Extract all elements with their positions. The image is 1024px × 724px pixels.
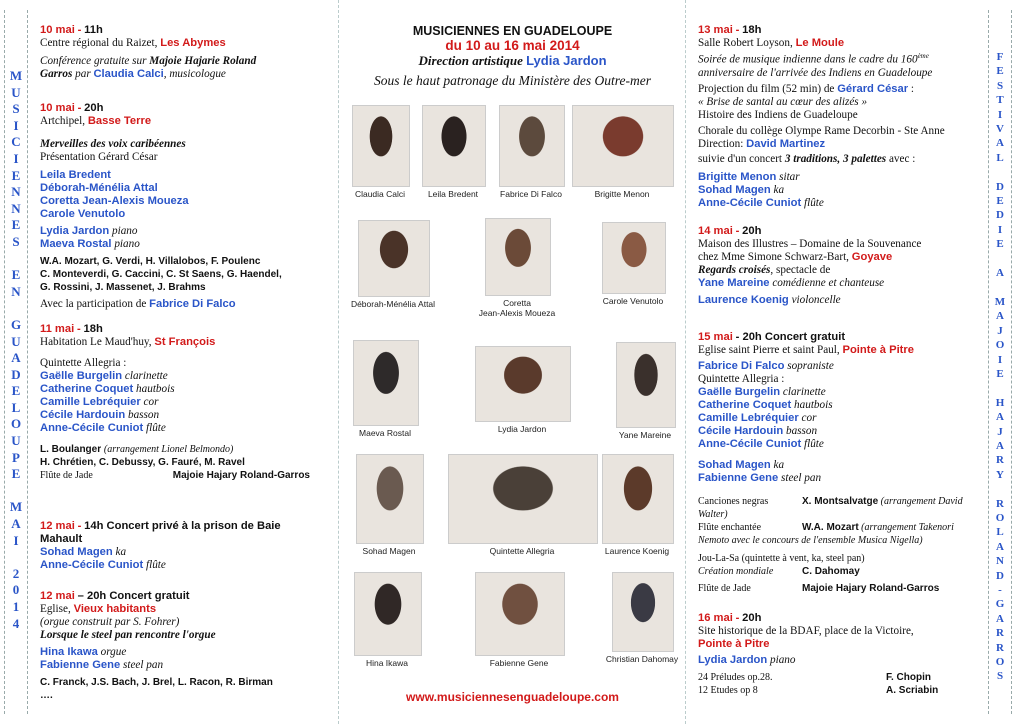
artist-instrument: clarinette <box>124 370 168 382</box>
artistic-director: Lydia Jardon <box>526 53 607 68</box>
banner-letter: E <box>996 65 1004 78</box>
banner-letter <box>989 281 1011 295</box>
photo-caption: Fabrice Di Falco <box>500 189 562 199</box>
piece-composer: Majoie Hajary Roland-Garros <box>802 583 940 594</box>
banner-letter: G <box>995 598 1005 611</box>
event-date: 15 mai <box>698 331 733 343</box>
event-date: 12 mai <box>40 590 75 602</box>
banner-letter: E <box>996 195 1004 208</box>
piece-title: Flûte enchantée <box>698 522 762 533</box>
banner-letter: N <box>11 283 21 299</box>
composers-line: G. Rossini, J. Massenet, J. Brahms <box>40 282 206 293</box>
banner-letter: I <box>13 532 19 548</box>
artist-instrument: basson <box>785 425 818 437</box>
artist-name: Sohad Magen <box>40 546 113 558</box>
artist-instrument: ka <box>115 546 127 558</box>
artist-instrument: clarinette <box>782 386 826 398</box>
artist-instrument: flûte <box>803 196 824 209</box>
banner-letter: A <box>996 137 1004 150</box>
banner-letter: I <box>997 223 1003 236</box>
event-date: 10 mai <box>40 102 75 114</box>
banner-letter <box>5 300 27 317</box>
artist-photo <box>612 572 674 652</box>
composers-line: C. Franck, J.S. Bach, J. Brel, L. Racon, R. Birman <box>40 677 273 688</box>
artist-name: Leila Bredent <box>40 169 111 181</box>
ellipsis: …. <box>40 690 53 701</box>
direction-label: Direction: <box>698 137 744 150</box>
banner-letter: V <box>996 123 1004 136</box>
projection-colon: : <box>910 82 915 95</box>
banner-letter: H <box>995 396 1005 409</box>
piece-title: Flûte de Jade <box>40 470 93 481</box>
event-place: Eglise, <box>40 603 71 615</box>
ensemble-name: Quintette Allegria : <box>40 357 127 369</box>
artist-name: Fabienne Gene <box>40 659 121 671</box>
artist-name: Catherine Coquet <box>698 399 792 411</box>
event-time: 18h <box>83 323 103 335</box>
artist-name: Camille Lebréquier <box>698 412 799 424</box>
right-vertical-banner <box>988 10 1012 714</box>
banner-letter: C <box>11 134 21 150</box>
arrangement-continued: Walter) <box>698 509 728 520</box>
banner-letter: M <box>9 499 23 515</box>
column-left <box>40 0 339 724</box>
artist-instrument: comédienne et chanteuse <box>772 277 885 289</box>
show-title: Regards croisés <box>698 264 771 276</box>
banner-letter: D <box>996 180 1004 193</box>
artist-photo <box>448 454 598 544</box>
banner-letter: A <box>11 516 21 532</box>
column-center <box>340 0 686 724</box>
artist-instrument: ka <box>773 183 785 196</box>
artist-photo <box>485 218 551 296</box>
banner-letter: A <box>996 540 1004 553</box>
artist-instrument: steel pan <box>123 659 164 671</box>
artist-photo <box>422 105 486 187</box>
artist-name: Anne-Cécile Cuniot <box>698 438 802 450</box>
artist-name: Gaëlle Burgelin <box>698 386 781 398</box>
choir-text: Chorale du collège Olympe Rame Decorbin - Ste Anne <box>698 124 945 137</box>
banner-letter: L <box>996 151 1004 164</box>
event-city: Goyave <box>851 251 893 263</box>
choir-director: David Martinez <box>746 137 826 150</box>
photo-caption: Yane Mareine <box>618 430 672 440</box>
event-place: Centre régional du Raizet, <box>40 37 158 49</box>
artist-name: Fabrice Di Falco <box>698 360 785 372</box>
banner-letter <box>989 252 1011 266</box>
banner-letter: N <box>996 555 1004 568</box>
artist-instrument: flûte <box>803 438 824 450</box>
artist-instrument: piano <box>114 238 140 250</box>
concert-title: Lorsque le steel pan rencontre l'orgue <box>40 629 216 641</box>
photo-caption: Sohad Magen <box>362 546 416 556</box>
artist-name: Cécile Hardouin <box>40 409 126 421</box>
organ-note: (orgue construit par S. Fohrer) <box>40 616 180 628</box>
right-banner-text <box>989 50 1011 684</box>
event-city: St François <box>154 336 216 348</box>
event-16-mai: 16 mai - 20h Site historique de la BDAF, place de la Victoire, Pointe à Pitre Lydia Jardon piano 24 Préludes op.28. F. Chopin 12 Etudes op 8 A. Scriabin <box>698 612 980 697</box>
banner-letter: 1 <box>12 599 20 614</box>
projection-text: Projection du film (52 min) de <box>698 82 835 95</box>
artist-instrument: flûte <box>145 422 166 434</box>
artist-name: Catherine Coquet <box>40 383 134 395</box>
participation-text: Avec la participation de <box>40 298 147 310</box>
patronage: Sous le haut patronage du Ministère des Outre-mer <box>373 73 652 88</box>
event-time: 20h <box>742 225 762 237</box>
event-time: – 20h Concert gratuit <box>77 590 190 602</box>
work-composer: F. Chopin <box>886 672 931 683</box>
event-date: 10 mai <box>40 24 75 36</box>
artist-name: Sohad Magen <box>698 183 771 196</box>
artist-name: Anne-Cécile Cuniot <box>698 196 802 209</box>
event-time: - 20h Concert gratuit <box>735 331 846 343</box>
work-title: 12 Etudes op 8 <box>698 685 758 696</box>
presenter: Présentation Gérard César <box>40 151 158 163</box>
banner-letter: E <box>996 238 1004 251</box>
photo-caption: Jean-Alexis Moueza <box>478 308 556 318</box>
soiree-text-2: anniversaire de l'arrivée des Indiens en Guadeloupe <box>698 66 933 79</box>
artist-name: Brigitte Menon <box>698 170 777 183</box>
concert-title: Merveilles des voix caribéennes <box>40 138 186 150</box>
artist-name: Déborah-Ménélia Attal <box>40 182 158 194</box>
banner-letter: A <box>996 439 1004 452</box>
photo-caption: Fabienne Gene <box>489 658 549 668</box>
event-time: 20h <box>742 612 762 624</box>
piece-composer: W.A. Mozart <box>802 522 859 533</box>
banner-letter: F <box>996 51 1004 63</box>
banner-letter: A <box>996 310 1004 323</box>
artist-photo <box>353 340 419 426</box>
column-right <box>698 0 980 724</box>
event-time: 20h <box>84 102 104 114</box>
event-city: Le Moule <box>795 37 845 49</box>
artist-instrument: hautbois <box>136 383 175 395</box>
artist-instrument: cor <box>143 396 159 408</box>
banner-letter: O <box>995 512 1005 524</box>
soiree-text: Soirée de musique indienne dans le cadre du 160 <box>698 53 918 66</box>
piece-composer: X. Montsalvatge <box>802 496 879 507</box>
banner-letter <box>989 482 1011 496</box>
event-city: Les Abymes <box>160 37 226 49</box>
event-12-mai-20h <box>40 590 338 702</box>
concert-with: avec : <box>888 152 916 165</box>
festival-title: MUSICIENNES EN GUADELOUPE <box>412 24 613 38</box>
guest-name: Fabrice Di Falco <box>149 298 236 310</box>
artist-name: Fabienne Gene <box>698 472 779 484</box>
artist-photo <box>602 222 666 294</box>
banner-letter: 0 <box>12 582 20 598</box>
piece-composer: C. Dahomay <box>802 566 860 577</box>
event-city: Vieux habitants <box>73 603 157 615</box>
photo-caption: Hina Ikawa <box>365 658 409 668</box>
banner-letter: R <box>996 641 1004 654</box>
piece-title: Flûte de Jade <box>698 583 751 594</box>
banner-letter: E <box>11 466 21 482</box>
banner-letter: Y <box>996 468 1004 481</box>
event-place: Maison des Illustres – Domaine de la Souvenance <box>698 238 922 250</box>
photo-caption: Coretta <box>503 298 531 308</box>
banner-letter: E <box>11 267 21 283</box>
artist-name: Coretta Jean-Alexis Moueza <box>40 195 189 207</box>
banner-letter: J <box>997 324 1003 337</box>
conference-subject: Majoie Hajarie Roland <box>149 55 257 67</box>
banner-letter: R <box>996 497 1004 510</box>
artist-name: Hina Ikawa <box>40 646 98 658</box>
event-11-mai: 11 mai - 18h Habitation Le Maud'huy, St François Quintette Allegria : Gaëlle Burgelin clarinette Catherine Coquet hautbois Camille Lebréquier cor Cécile Hardouin basson Anne-Cécile Cuniot flûte L. Boulanger (arrangement Lionel Belmondo) H. Chrétien, C. Debussy, G. Fauré, M. Ravel Flûte de Jade Majoie Hajary Roland-Garros <box>40 323 338 482</box>
ensemble-name: Quintette Allegria : <box>698 373 785 385</box>
photo-caption: Quintette Allegria <box>489 546 555 556</box>
banner-letter <box>5 549 27 566</box>
photo-caption: Déborah-Ménélia Attal <box>350 299 436 309</box>
artist-photo <box>475 572 565 656</box>
artist-instrument: hautbois <box>794 399 833 411</box>
concert-text: suivie d'un concert <box>698 152 783 165</box>
event-city: Pointe à Pitre <box>698 638 770 650</box>
banner-letter <box>5 483 27 500</box>
artist-instrument: cor <box>801 412 817 424</box>
event-place: Site historique de la BDAF, place de la Victoire, <box>698 625 914 637</box>
banner-letter: R <box>996 627 1004 640</box>
arrangement-continued: Nemoto avec le concours de l'ensemble Musica Nigella) <box>698 535 923 546</box>
photo-caption: Claudia Calci <box>354 189 406 199</box>
banner-letter: E <box>996 367 1004 380</box>
event-city: Pointe à Pitre <box>842 344 914 356</box>
piece-note: Création mondiale <box>698 566 774 577</box>
work-composer: A. Scriabin <box>886 685 939 696</box>
film-title: « Brise de santal au cœur des alizés » <box>698 95 868 108</box>
speaker-role: , musicologue <box>163 68 226 80</box>
artist-instrument: orgue <box>100 646 127 658</box>
artist-name: Anne-Cécile Cuniot <box>40 422 144 434</box>
artist-photo <box>616 342 676 428</box>
banner-letter: I <box>13 150 19 166</box>
event-time: 14h Concert privé à la prison de Baie <box>84 520 281 532</box>
banner-letter: M <box>9 68 23 83</box>
website-link[interactable]: www.musiciennesenguadeloupe.com <box>406 690 619 704</box>
artist-name: Anne-Cécile Cuniot <box>40 559 144 571</box>
artist-photo <box>499 105 565 187</box>
event-13-mai: 13 mai - 18h Salle Robert Loyson, Le Moule Soirée de musique indienne dans le cadre du 160ème anniversaire de l'arrivée des Indiens en Guadeloupe Projection du film (52 min) de Gérard César : « Brise de santal au cœur des alizés » Histoire des Indiens de Guadeloupe Chorale du collège Olympe Rame Decorbin - Ste Anne Direction: David Martinez suivie d'un concert 3 traditions, 3 palettes avec : Brigitte Menon sitar Sohad Magen ka Anne-Cécile Cuniot flûte <box>698 24 980 210</box>
banner-letter <box>989 165 1011 179</box>
banner-letter: O <box>995 339 1005 352</box>
film-subtitle: Histoire des Indiens de Guadeloupe <box>698 108 858 121</box>
event-date: 11 mai <box>40 323 75 335</box>
artist-photo <box>358 220 430 297</box>
banner-letter: N <box>11 200 21 216</box>
concert-title: 3 traditions, 3 palettes <box>784 152 887 165</box>
artist-instrument: piano <box>770 654 796 666</box>
banner-letter <box>989 381 1011 395</box>
artist-instrument: piano <box>112 225 138 237</box>
banner-letter: O <box>10 416 22 432</box>
banner-letter: M <box>994 295 1006 308</box>
event-place: Eglise saint Pierre et saint Paul, <box>698 344 840 356</box>
banner-letter: - <box>998 584 1002 597</box>
artist-instrument: ka <box>773 459 785 471</box>
photo-caption: Maeva Rostal <box>359 428 411 438</box>
banner-letter: L <box>996 526 1004 539</box>
artist-instrument: basson <box>127 409 160 421</box>
banner-letter: 2 <box>12 565 20 581</box>
banner-letter: L <box>11 399 21 415</box>
artist-instrument: sitar <box>779 170 800 183</box>
photo-caption: Carole Venutolo <box>602 296 664 306</box>
banner-letter: R <box>996 454 1004 467</box>
banner-letter: N <box>11 184 21 200</box>
director-name: Gérard César <box>837 82 909 95</box>
event-15-mai <box>698 331 980 595</box>
conference-text: Conférence gratuite sur <box>40 55 147 67</box>
banner-letter: U <box>11 333 21 349</box>
left-vertical-banner <box>4 10 28 714</box>
artist-photo <box>602 454 674 544</box>
banner-letter: E <box>11 217 21 233</box>
festival-dates: du 10 au 16 mai 2014 <box>445 38 580 53</box>
event-14-mai: 14 mai - 20h Maison des Illustres – Domaine de la Souvenance chez Mme Simone Schwarz-Bart, Goyave Regards croisés, spectacle de Yane Mareine comédienne et chanteuse Laurence Koenig violoncelle <box>698 225 980 307</box>
artist-name: Cécile Hardouin <box>698 425 784 437</box>
banner-letter: T <box>996 94 1004 107</box>
conference-subject-end: Garros <box>40 68 73 80</box>
banner-letter: D <box>11 366 21 382</box>
artist-instrument: steel pan <box>781 472 822 484</box>
banner-letter: U <box>11 433 21 449</box>
artist-name: Camille Lebréquier <box>40 396 141 408</box>
banner-letter <box>5 251 27 268</box>
banner-letter: A <box>996 411 1004 424</box>
banner-letter: S <box>996 79 1004 92</box>
banner-letter: S <box>996 670 1004 683</box>
event-place: Salle Robert Loyson, <box>698 37 793 49</box>
artist-name: Maeva Rostal <box>40 238 112 250</box>
photo-caption: Laurence Koenig <box>604 546 670 556</box>
piece-title: Jou-La-Sa (quintette à vent, ka, steel pan) <box>698 553 865 564</box>
banner-letter: G <box>10 316 22 332</box>
arrangement: (arrangement Takenori <box>861 522 954 533</box>
event-time-continued: Mahault <box>40 533 83 545</box>
event-date: 16 mai <box>698 612 733 624</box>
banner-letter: 4 <box>12 615 20 631</box>
event-time: 18h <box>742 24 762 36</box>
event-date: 14 mai <box>698 225 733 237</box>
banner-letter: A <box>996 612 1004 625</box>
banner-letter: E <box>11 383 21 399</box>
artist-name: Gaëlle Burgelin <box>40 370 123 382</box>
composers-line: H. Chrétien, C. Debussy, G. Fauré, M. Ravel <box>40 457 245 468</box>
work-title: 24 Préludes op.28. <box>698 672 773 683</box>
banner-letter: U <box>11 84 21 100</box>
photo-caption: Brigitte Menon <box>594 189 650 199</box>
banner-letter: D <box>996 209 1004 222</box>
artist-name: Sohad Magen <box>698 459 771 471</box>
artist-instrument: flûte <box>145 559 166 571</box>
arrangement: (arrangement Lionel Belmondo) <box>103 444 234 455</box>
banner-letter: S <box>12 233 20 249</box>
banner-letter: A <box>996 267 1004 280</box>
artist-photo <box>354 572 422 656</box>
festival-header <box>340 24 685 89</box>
banner-letter: J <box>997 425 1003 438</box>
event-date: 12 mai <box>40 520 75 532</box>
artist-instrument: violoncelle <box>791 294 841 306</box>
banner-letter: A <box>11 350 21 366</box>
event-city: Basse Terre <box>87 115 152 127</box>
photo-caption: Christian Dahomay <box>605 654 679 664</box>
show-text: , spectacle de <box>770 264 831 276</box>
banner-letter: O <box>995 656 1005 669</box>
artist-photo <box>572 105 674 187</box>
event-place-2: chez Mme Simone Schwarz-Bart, <box>698 251 849 263</box>
composers-line: C. Monteverdi, G. Caccini, C. St Saens, G. Haendel, <box>40 269 282 280</box>
artist-name: Lydia Jardon <box>698 654 768 666</box>
banner-letter: P <box>12 449 20 465</box>
artist-name: Yane Mareine <box>698 277 770 289</box>
photo-caption: Leila Bredent <box>427 189 479 199</box>
composers-line: W.A. Mozart, G. Verdi, H. Villalobos, F. Poulenc <box>40 256 261 267</box>
artist-name: Laurence Koenig <box>698 294 789 306</box>
event-time: 11h <box>84 24 103 36</box>
event-12-mai-14h: 12 mai - 14h Concert privé à la prison de Baie Mahault Sohad Magen ka Anne-Cécile Cuniot flûte <box>40 520 338 572</box>
banner-letter: S <box>12 101 20 117</box>
artist-photo <box>475 346 571 422</box>
artist-name: Lydia Jardon <box>40 225 110 237</box>
conference-by: par <box>75 68 91 80</box>
piece-composer: Majoie Hajary Roland-Garros <box>172 470 310 481</box>
event-place: Artchipel, <box>40 115 86 127</box>
event-10-mai-20h: 10 mai - 20h Artchipel, Basse Terre Merveilles des voix caribéennes Présentation Gérard César Leila Bredent Déborah-Ménélia Attal Coretta Jean-Alexis Moueza Carole Venutolo Lydia Jardon piano Maeva Rostal piano W.A. Mozart, G. Verdi, H. Villalobos, F. Poulenc C. Monteverdi, G. Caccini, C. St Saens, G. Haendel, G. Rossini, J. Massenet, J. Brahms Avec la participation de Fabrice Di Falco <box>40 102 338 311</box>
event-10-mai-11h: 10 mai - 11h Centre régional du Raizet, Les Abymes Conférence gratuite sur Majoie Hajarie Roland Garros par Claudia Calci, musicologue <box>40 24 257 80</box>
speaker-name: Claudia Calci <box>93 68 164 80</box>
banner-letter: I <box>13 117 19 133</box>
banner-letter: I <box>997 108 1003 121</box>
artist-photo <box>352 105 410 187</box>
event-date: 13 mai <box>698 24 733 36</box>
left-banner-text <box>5 68 27 632</box>
event-place: Habitation Le Maud'huy, <box>40 336 152 348</box>
artist-instrument: sopraniste <box>787 360 834 372</box>
artistic-direction-label: Direction artistique <box>418 53 523 68</box>
banner-letter: E <box>11 167 21 183</box>
banner-letter: I <box>997 353 1003 366</box>
artist-name: Carole Venutolo <box>40 208 126 220</box>
artist-photo <box>356 454 424 544</box>
photo-caption: Lydia Jardon <box>497 424 547 434</box>
composer: L. Boulanger <box>40 444 102 455</box>
piece-title: Canciones negras <box>698 496 769 507</box>
banner-letter: D <box>996 569 1004 582</box>
ordinal-suffix: ème <box>917 52 929 60</box>
arrangement: (arrangement David <box>880 496 963 507</box>
